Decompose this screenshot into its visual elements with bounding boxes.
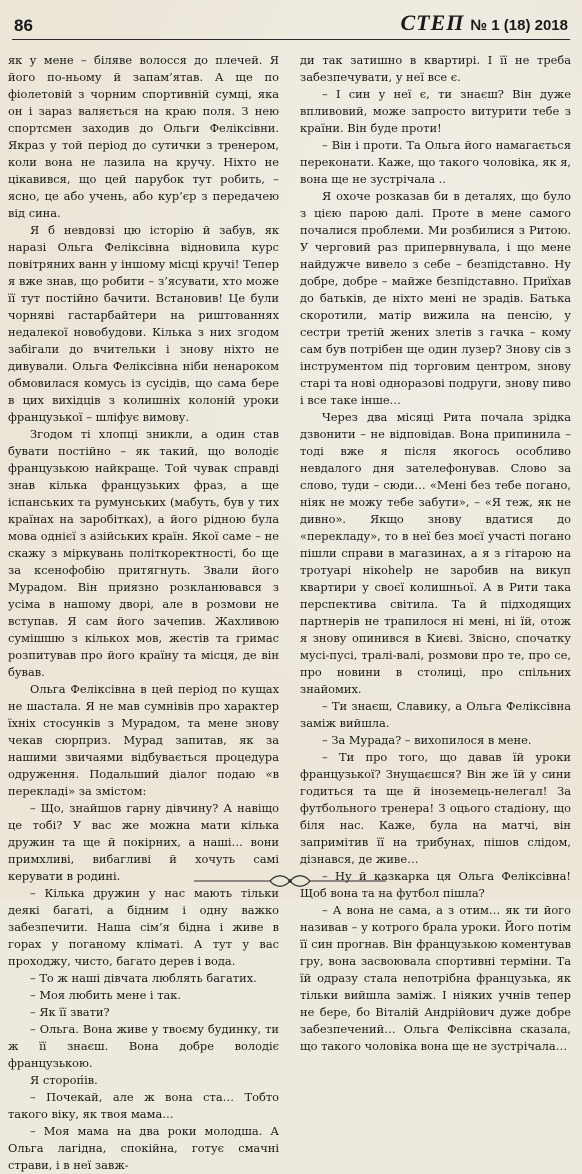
page-number: 86 [14,16,33,35]
right-column-paragraph: ди так затишно в квартирі. І її не треба забезпечувати, у неї все є. [300,53,571,84]
left-column-paragraph: Я стороп́ів. [30,1073,98,1087]
left-column-paragraph: – То ж наші дівчата люблять багатих. [30,971,257,985]
left-column-paragraph: – Ольга. Вона живе у твоєму будинку, ти ж її знаєш. Вона добре володіє французькою. [8,1022,279,1070]
header-divider [12,39,570,40]
right-column-paragraph: Я охоче розказав би в деталях, що було з цією парою далі. Проте в мене самого почалися проблеми. Ми розбилися з Ритою. У черговий раз припервнувала, і що мене найдужче вивело з себе – безпідставно. Ну добре, добре – майже безпідставно. Приїхав до батьків, де ніхто мені не зрадів. Батька скоротили, матір вижила на пенсію, у сестри третій жених злетів з гачка – кому сам був потрібен ще один лузер? Знову сів з інструментом під торговим центром, знову старі та нові одноразові подруги, знову пиво і все таке інше… [300,189,571,407]
right-column-paragraph: Через два місяці Рита почала зрідка дзвонити – не відповідав. Вона припинила – тоді вже я після якогось особливо невдалого дня зателефонував. Слово за слово, туди – сюди… «Мені без тебе погано, ніяк не можу тебе забути», – «Я теж, як не дивно». Якщо знову вдатися до «перекладу», то в неї без моєї участі погано пішли справи в магазинах, а я з гітарою на тротуарі нікоhelp не заробив на викуп квартири у своєї колишньої. А в Рити така перспектива світила. Та й підходящих партнерів не трапилося ні мені, ні їй, отож я знову опинився в Києві. Звісно, спочатку мусі-пусі, тралі-валі, розмови про те, про се, про новини в столиці, про спільних знайомих. [300,410,571,696]
right-column-paragraph: – Ну й казкарка ця Ольга Феліксівна! Щоб вона та на футбол пішла? [300,869,571,900]
right-text-column [300,52,571,1055]
right-column-paragraph: – Він і проти. Та Ольга його намагається переконати. Каже, що такого чоловіка, як я, вона ще не зустрічала .. [300,138,571,186]
left-column-paragraph: – Моя любить мене і так. [30,988,182,1002]
journal-masthead [400,10,568,36]
journal-brand: СТЕП [400,10,465,35]
journal-issue: № 1 (18) 2018 [470,17,568,34]
right-column-paragraph: – Ти про того, що давав їй уроки французької? Знущаєшся? Він же їй у сини годиться та ще й іноземець-нелегал! За футбольного тренера! З оцього стадіону, що біля нас. Каже, була на матчі, він запримітив її на трибунах, пішов слідом, дізнався, де живе… [300,750,571,866]
left-column-paragraph: Згодом ті хлопці зникли, а один став бувати постійно – як такий, що володіє французькою найкраще. Той чувак справді знав кілька французьких фраз, а ще іспанських та румунських (мабуть, був у тих країнах на заробітках), а його рідною була мова однієї з азійських країн. Якої саме – не скажу з міркувань політкоректності, бо ще за ксенофобію притягнуть. Звали його Мурадом. Він приязно розкланювався з усіма в нашому дворі, але в розмови не вступав. Я сам його зачепив. Жахливою сумішшю з кількох мов, жестів та гримас розпитував про його країну та місця, де він бував. [8,427,279,679]
page-header [0,0,582,44]
right-column-paragraph: – І син у неї є, ти знаєш? Він дуже впливовий, може запросто витурити тебе з країни. Він буде проти! [300,87,571,135]
ornament-divider-icon [190,872,390,890]
left-column-paragraph: – Кілька дружин у нас мають тільки деякі багаті, а бідним і одну важко забезпечити. Наша сім’я бідна і живе в горах у поганому кліматі. А тут у вас проходжу, чисто, багато дерев і вода. [8,886,279,968]
left-text-column [8,52,279,1174]
left-column-paragraph: – Що, знайшов гарну дівчину? А навіщо це тобі? У вас же можна мати кілька дружин та ще й покірних, а наші… вони примхливі, вибагливі й хочуть самі керувати в родині. [8,801,279,883]
right-column-paragraph: – А вона не сама, а з отим… як ти його називав – у котрого брала уроки. Його потім її син прогнав. Він французькою коментував гру, вона засвоювала спортивні терміни. Та їй одразу стала непотрібна французька, як тільки вийшла заміж. І ніяких учнів тепер не бере, бо Віталій Андрійович дуже добре забезпечений… Ольга Феліксівна сказала, що такого чоловіка вона ще не зустрічала… [300,903,571,1053]
left-column-paragraph: – Почекай, але ж вона ста… Тобто такого віку, як твоя мама… [8,1090,279,1121]
left-column-paragraph: Я б невдовзі цю історію й забув, як наразі Ольга Феліксівна відновила курс повітряних ванн у іншому місці кручі! Тепер я вже знав, що робити – з’ясувати, хто може її тут постійно бачити. Встановив! Це були чорняві гастарбайтери на риштованнях недалекої новобудови. Кілька з них згодом забігали до вчительки і знову ніхто не дивували. Ольга Феліксівна ніби ненароком обмовилася комусь із сусідів, що сама бере в цих вихідців з колишніх колоній уроки французької – шліфує вимову. [8,223,279,424]
left-column-paragraph: як у мене – біляве волосся до плечей. Я його по-ньому й запам’ятав. А ще по фіолетовій з чорним спортивній сумці, яка он і зараз валяється на краю поля. З нею спортсмен заходив до Ольги Феліксівни. Якраз у той період до сутички з тренером, коли вона не лазила на кручу. Ніхто не цікавився, що цей парубок тут робить, – ясно, це або учень, або кур’єр з передачею від сина. [8,53,279,220]
left-column-paragraph: – Як її звати? [30,1005,110,1019]
right-column-paragraph: – Ти знаєш, Славику, а Ольга Феліксівна заміж вийшла. [300,699,571,730]
right-column-paragraph: – За Мурада? – вихопилося в мене. [322,733,532,747]
left-column-paragraph: Ольга Феліксівна в цей період по кущах не шастала. Я не мав сумнівів про характер їхніх стосунків з Мурадом, та мене знову чекав сюрприз. Мурад запитав, як за нашими звичаями відбувається процедура одруження. Подальший діалог подаю «в перекладі» за змістом: [8,682,279,798]
left-column-paragraph: – Моя мама на два роки молодша. А Ольга лагідна, спокійна, готує смачні страви, і в неї завж- [8,1124,279,1172]
